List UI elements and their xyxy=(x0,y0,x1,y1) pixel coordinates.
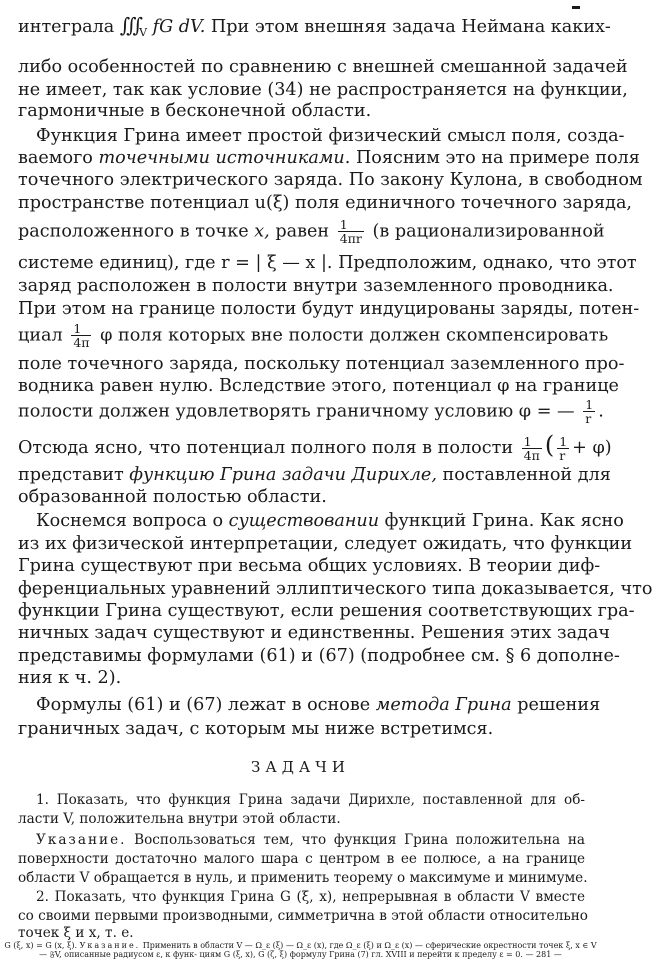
task-2-line-3: точек ξ и x, т. е. xyxy=(18,925,134,941)
symmetry-formula: G (ξ, x) = G (x, ξ). xyxy=(4,941,78,950)
corner-mark xyxy=(572,6,580,9)
p3-line-2: из их физической интерпретации, следует ожидать, что функции xyxy=(18,534,633,554)
section-heading: ЗАДАЧИ xyxy=(251,758,350,776)
hint-1-line-1: Указание. Воспользоваться тем, что функция Грина положительна на xyxy=(36,832,585,848)
fraction-1-over-4pi: $\frac{1}{4\pi}$ xyxy=(73,321,90,350)
task-1-line-2: ласти V, положительна внутри этой области. xyxy=(18,811,341,827)
p2-line-15: образованной полостью области. xyxy=(18,487,327,507)
p2-line-2: ваемого точечными источниками. Поясним это на примере поля xyxy=(18,148,640,168)
p1-line-3: не имеет, так как условие (34) не распространяется на функции, xyxy=(18,80,628,100)
page-number: — 281 — xyxy=(525,950,562,959)
p2-line-4: пространстве потенциал u(ξ) поля единичного точечного заряда, xyxy=(18,193,633,213)
task-2-line-1: 2. Показать, что функция Грина G (ξ, x), непрерывная в области V вместе xyxy=(36,889,585,905)
p2-line-12: полости должен удовлетворять граничному условию φ = — $\frac{1}{r}$ . xyxy=(18,397,604,426)
fraction-1-over-r-b: $\frac{1}{r}$ xyxy=(559,433,568,463)
p2-line-1: Функция Грина имеет простой физический смысл поля, созда- xyxy=(36,126,625,146)
p2-line-13: Отсюда ясно, что потенциал полного поля в полости $\frac{1}{4\pi}$ ( $\frac{1}{r}$ + φ) xyxy=(18,431,612,463)
p2-line-9: циал $\frac{1}{4\pi}$ φ поля которых вне полости должен скомпенсировать xyxy=(18,321,609,350)
p3-line-7: представимы формулами (61) и (67) (подробнее см. § 6 дополне- xyxy=(18,646,620,666)
p2-line-11: водника равен нулю. Вследствие этого, потенциал φ на границе xyxy=(18,376,619,396)
p2-line-8: При этом на границе полости будут индуцированы заряды, потен- xyxy=(18,299,640,319)
p2-line-7: заряд расположен в полости внутри заземленного проводника. xyxy=(18,276,614,296)
p3-line-1: Коснемся вопроса о существовании функций Грина. Как ясно xyxy=(36,511,624,531)
fraction-1-over-r: $\frac{1}{r}$ xyxy=(585,397,594,426)
p2-line-6: системе единиц), где r = | ξ — x |. Предположим, однако, что этот xyxy=(18,253,637,273)
p1-line-1: интеграла $\int\int\int_V$ fG dV. При этом внешняя задача Неймана каких- xyxy=(18,13,611,39)
fraction-1-over-4pi-r: $\frac{1}{4\pi r}$ xyxy=(339,217,362,246)
task-1-line-1: 1. Показать, что функция Грина задачи Дирихле, поставленной для об- xyxy=(36,792,585,808)
hint-1-line-3: области V обращается в нуль, и применить теорему о максимуме и минимуме. xyxy=(18,870,588,886)
task-2-line-2: со своими первыми производными, симметрична в этой области относительно xyxy=(18,908,588,924)
p2-line-14: представит функцию Грина задачи Дирихле, поставленной для xyxy=(18,465,611,485)
p3-line-6: ничных задач существуют и единственны. Решения этих задач xyxy=(18,623,611,643)
p3-line-3: Грина существуют при весьма общих условиях. В теории диф- xyxy=(18,556,601,576)
p2-line-3: точечного электрического заряда. По закону Кулона, в свободном xyxy=(18,170,643,190)
p4-line-1: Формулы (61) и (67) лежат в основе метода Грина решения xyxy=(36,695,601,715)
p2-line-5: расположенного в точке x, равен $\frac{1}{4\pi r}$ (в рационализированной xyxy=(18,217,605,246)
triple-integral-sign: ∫∫∫ xyxy=(119,13,140,37)
p3-line-5: функции Грина существуют, если решения соответствующих гра- xyxy=(18,601,635,621)
continued-content: G (ξ, x) = G (x, ξ). Указание. Применить в области V — Ω_ε (ξ) — Ω_ε (x), где Ω_ε (ξ) и Ω_ε (x) — сферические окрестности точек ξ, x ∈ V — 𝔉V, описанные радиусом ε, к функ- циям G (ξ, x), G (ζ, ξ) формулу Грина (7) гл. XVIII и перейти к пределу ε = 0. — 281 — xyxy=(4,941,597,959)
p1-line-2: либо особенностей по сравнению с внешней смешанной задачей xyxy=(18,57,628,77)
p3-line-8: ния к ч. 2). xyxy=(18,668,122,688)
p3-line-4: ференциальных уравнений эллиптического типа доказывается, что xyxy=(18,579,652,599)
p1-line-4: гармоничные в бесконечной области. xyxy=(18,101,372,121)
fraction-1-over-4pi-b: $\frac{1}{4\pi}$ xyxy=(523,433,540,463)
p4-line-2: граничных задач, с которым мы ниже встретимся. xyxy=(18,719,494,739)
p2-line-10: поле точечного заряда, поскольку потенциал заземленного про- xyxy=(18,354,625,374)
hint-1-line-2: поверхности достаточно малого шара с центром в ее полюсе, а на границе xyxy=(18,851,585,867)
